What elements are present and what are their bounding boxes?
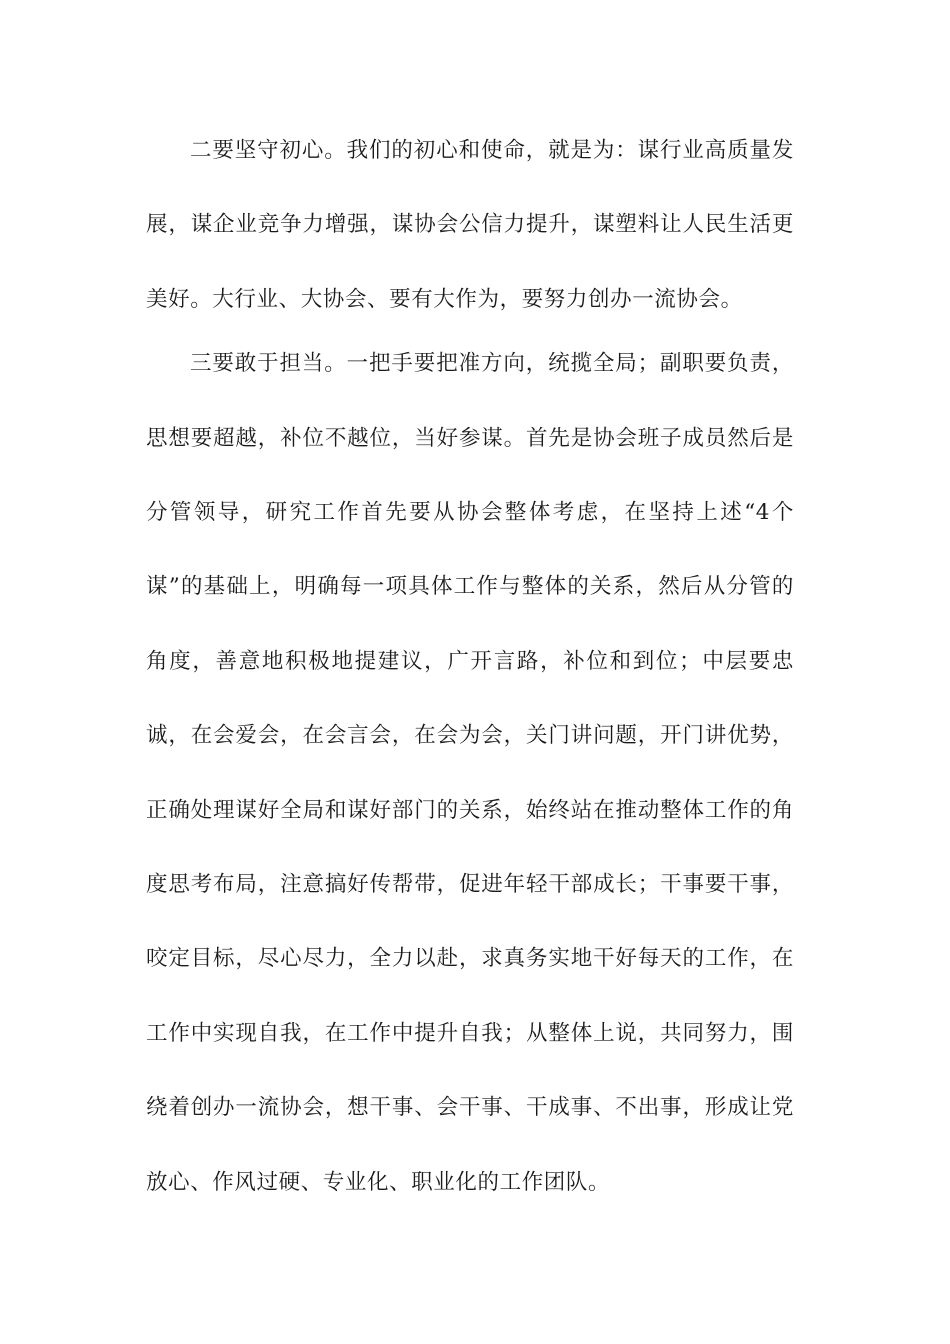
paragraph-2-line-9: 咬定目标，尽心尽力，全力以赴，求真务实地干好每天的工作，在 — [146, 946, 794, 971]
paragraph-1-line-2: 展，谋企业竞争力增强，谋协会公信力提升，谋塑料让人民生活更 — [146, 212, 794, 237]
paragraph-2-line-5: 角度，善意地积极地提建议，广开言路，补位和到位；中层要忠 — [146, 649, 794, 674]
paragraph-1-line-1: 二要坚守初心。我们的初心和使命，就是为：谋行业高质量发 — [190, 138, 794, 163]
paragraph-2-line-10: 工作中实现自我，在工作中提升自我；从整体上说，共同努力，围 — [146, 1021, 794, 1046]
paragraph-2-line-3: 分管领导，研究工作首先要从协会整体考虑，在坚持上述“4个 — [146, 500, 794, 525]
paragraph-2-line-2: 思想要超越，补位不越位，当好参谋。首先是协会班子成员然后是 — [146, 426, 794, 451]
paragraph-2-line-7: 正确处理谋好全局和谋好部门的关系，始终站在推动整体工作的角 — [146, 798, 794, 823]
paragraph-2-line-6: 诚，在会爱会，在会言会，在会为会，关门讲问题，开门讲优势， — [146, 723, 794, 748]
paragraph-1-line-3: 美好。大行业、大协会、要有大作为，要努力创办一流协会。 — [146, 287, 743, 312]
paragraph-2-line-1: 三要敢于担当。一把手要把准方向，统揽全局；副职要负责， — [190, 351, 794, 376]
paragraph-2-line-12: 放心、作风过硬、专业化、职业化的工作团队。 — [146, 1170, 611, 1195]
paragraph-2-line-11: 绕着创办一流协会，想干事、会干事、干成事、不出事，形成让党 — [146, 1095, 794, 1120]
paragraph-2-line-8: 度思考布局，注意搞好传帮带，促进年轻干部成长；干事要干事， — [146, 872, 794, 897]
paragraph-2-line-4: 谋”的基础上，明确每一项具体工作与整体的关系，然后从分管的 — [146, 574, 794, 599]
